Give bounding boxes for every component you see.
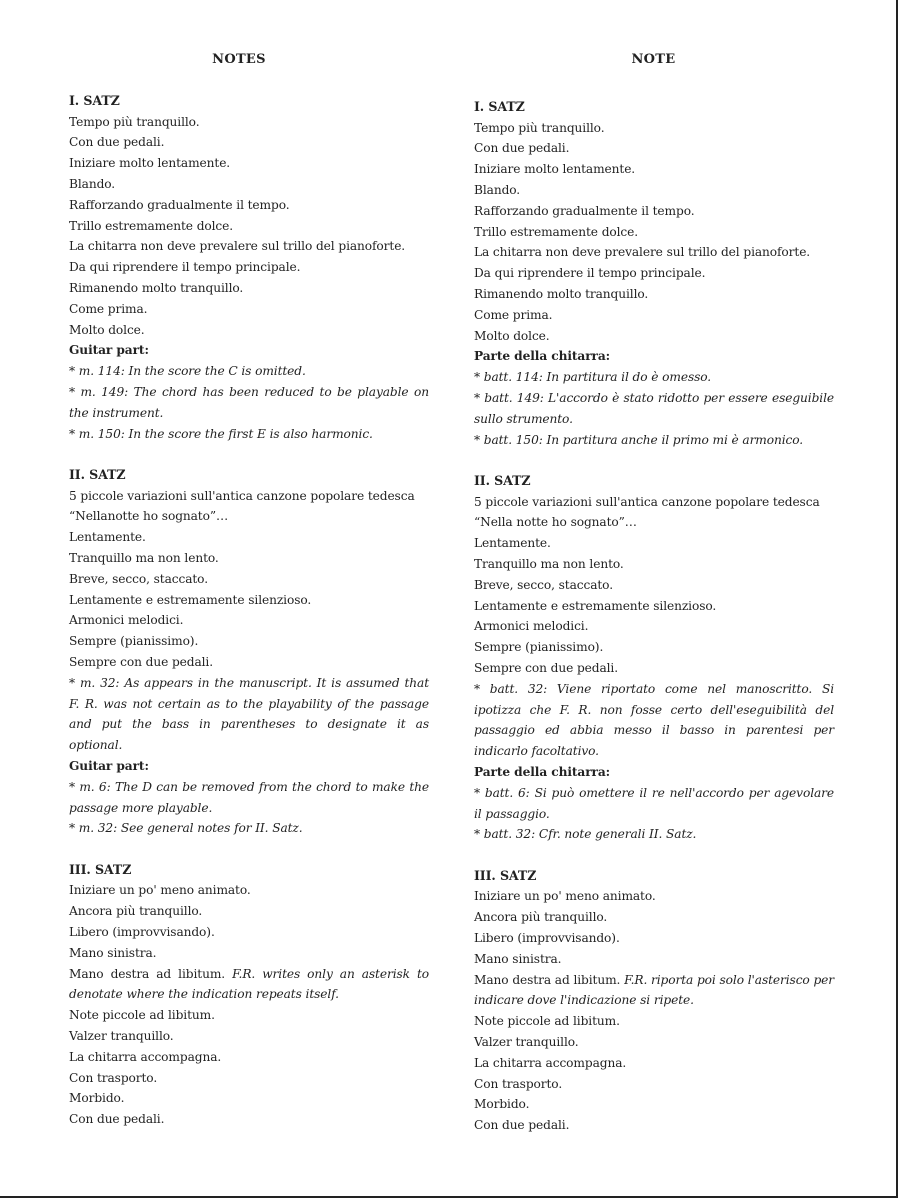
footnote: * m. 114: In the score the C is omitted.: [69, 364, 306, 379]
note-line: 5 piccole variazioni sull'antica canzone popolare tedesca “Nellanotte ho sognato”…: [69, 488, 415, 524]
note-line: Tempo più tranquillo.: [69, 114, 200, 129]
note-line: Armonici melodici.: [474, 619, 589, 634]
guitar-part-heading: Parte della chitarra:: [474, 765, 611, 779]
note-line: Con due pedali.: [69, 135, 165, 150]
guitar-part-heading: Guitar part:: [69, 343, 149, 358]
note-line: Trillo estremamente dolce.: [69, 218, 234, 233]
note-line: La chitarra accompagna.: [474, 1055, 627, 1070]
note-line: Rafforzando gradualmente il tempo.: [474, 203, 695, 218]
notes-column-italian: [474, 50, 834, 1157]
section-1: [474, 97, 834, 451]
section-title: III. SATZ: [69, 861, 132, 877]
note-line: Lentamente.: [474, 536, 551, 551]
note-line: Tempo più tranquillo.: [474, 120, 605, 135]
note-line: Rimanendo molto tranquillo.: [69, 280, 244, 295]
section-title: I. SATZ: [69, 92, 120, 108]
section-title: I. SATZ: [474, 98, 525, 114]
mixed-note-line: [474, 970, 834, 1012]
note-line: Sempre con due pedali.: [69, 655, 214, 670]
note-line: Da qui riprendere il tempo principale.: [474, 266, 706, 281]
footnote: * m. 6: The D can be removed from the chord to make the passage more playable.: [69, 779, 429, 815]
note-line: Ancora più tranquillo.: [474, 910, 608, 925]
note-line: Blando.: [474, 182, 521, 197]
note-line: Con trasporto.: [474, 1076, 563, 1091]
section-1: [69, 91, 429, 445]
column-title: NOTES: [212, 52, 266, 67]
note-line: Note piccole ad libitum.: [474, 1014, 620, 1029]
note-line: Come prima.: [474, 307, 553, 322]
note-line: Iniziare molto lentamente.: [69, 156, 231, 171]
mixed-plain-text: Mano destra ad libitum.: [69, 966, 233, 981]
note-line: Morbido.: [474, 1097, 530, 1112]
note-line: Sempre (pianissimo).: [474, 640, 604, 655]
note-line: Iniziare molto lentamente.: [474, 162, 636, 177]
note-line: Sempre con due pedali.: [474, 661, 619, 676]
mixed-italic-text: F.R. riporta poi solo l'asterisco per indicare dove l'indicazione si ripete.: [474, 972, 834, 1008]
note-line: La chitarra non deve prevalere sul trillo del pianoforte.: [474, 245, 811, 260]
footnote: * m. 150: In the score the first E is also harmonic.: [69, 426, 373, 441]
note-line: Valzer tranquillo.: [474, 1035, 579, 1050]
section-2: [69, 465, 429, 839]
note-line: Breve, secco, staccato.: [69, 571, 208, 586]
footnote: * m. 32: As appears in the manuscript. It is assumed that F. R. was not certain as to the playability of the passage and put the bass in parentheses to designate it as optional.: [69, 675, 429, 753]
section-3: [474, 866, 834, 1136]
note-line: Lentamente.: [69, 530, 146, 545]
note-line: Rafforzando gradualmente il tempo.: [69, 197, 290, 212]
section-2: [474, 471, 834, 845]
note-line: Libero (improvvisando).: [69, 925, 215, 940]
mixed-note-line: [69, 964, 429, 1006]
note-line: Con due pedali.: [474, 141, 570, 156]
note-line: Armonici melodici.: [69, 613, 184, 628]
note-line: Molto dolce.: [69, 322, 145, 337]
footnote: * batt. 6: Si può omettere il re nell'accordo per agevolare il passaggio.: [474, 785, 834, 821]
footnote: * batt. 149: L'accordo è stato ridotto per essere eseguibile sullo strumento.: [474, 390, 834, 426]
note-line: Lentamente e estremamente silenzioso.: [474, 598, 717, 613]
note-line: Tranquillo ma non lento.: [474, 557, 624, 572]
note-line: Come prima.: [69, 301, 148, 316]
note-line: Trillo estremamente dolce.: [474, 224, 639, 239]
section-title: II. SATZ: [474, 472, 531, 488]
notes-column-english: [69, 50, 429, 1151]
note-line: Breve, secco, staccato.: [474, 577, 613, 592]
note-line: Da qui riprendere il tempo principale.: [69, 260, 301, 275]
note-line: Blando.: [69, 176, 116, 191]
footnote: * batt. 114: In partitura il do è omesso.: [474, 370, 712, 385]
note-line: Iniziare un po' meno animato.: [69, 883, 251, 898]
note-line: Note piccole ad libitum.: [69, 1008, 215, 1023]
section-title: III. SATZ: [474, 867, 537, 883]
note-line: La chitarra accompagna.: [69, 1049, 222, 1064]
footnote: * batt. 32: Viene riportato come nel manoscritto. Si ipotizza che F. R. non fosse certo dell'eseguibilità del passaggio ed abbia messo il basso in parentesi per indicarlo facoltativo.: [474, 681, 834, 759]
note-line: Mano sinistra.: [69, 945, 157, 960]
section-title: II. SATZ: [69, 466, 126, 482]
note-line: Rimanendo molto tranquillo.: [474, 286, 649, 301]
footnote: * batt. 150: In partitura anche il primo mi è armonico.: [474, 432, 804, 447]
note-line: Con due pedali.: [474, 1118, 570, 1133]
mixed-plain-text: Mano destra ad libitum.: [474, 972, 625, 987]
note-line: Sempre (pianissimo).: [69, 634, 199, 649]
note-line: Morbido.: [69, 1091, 125, 1106]
section-3: [69, 860, 429, 1130]
note-line: Tranquillo ma non lento.: [69, 551, 219, 566]
note-line: 5 piccole variazioni sull'antica canzone popolare tedesca “Nella notte ho sognato”…: [474, 494, 820, 530]
note-line: Mano sinistra.: [474, 951, 562, 966]
note-line: Con due pedali.: [69, 1112, 165, 1127]
note-line: Libero (improvvisando).: [474, 931, 620, 946]
note-line: Lentamente e estremamente silenzioso.: [69, 592, 312, 607]
column-title: NOTE: [631, 52, 676, 67]
note-line: Molto dolce.: [474, 328, 550, 343]
guitar-part-heading: Parte della chitarra:: [474, 349, 611, 364]
footnote: * m. 149: The chord has been reduced to be playable on the instrument.: [69, 384, 429, 420]
mixed-italic-text: F.R. writes only an asterisk to denotate where the indication repeats itself.: [69, 966, 429, 1002]
note-line: Con trasporto.: [69, 1070, 158, 1085]
note-line: Iniziare un po' meno animato.: [474, 889, 656, 904]
note-line: Valzer tranquillo.: [69, 1029, 174, 1044]
guitar-part-heading: Guitar part:: [69, 759, 149, 773]
footnote: * m. 32: See general notes for II. Satz.: [69, 821, 303, 836]
footnote: * batt. 32: Cfr. note generali II. Satz.: [474, 827, 697, 842]
note-line: La chitarra non deve prevalere sul trillo del pianoforte.: [69, 239, 406, 254]
note-line: Ancora più tranquillo.: [69, 904, 203, 919]
